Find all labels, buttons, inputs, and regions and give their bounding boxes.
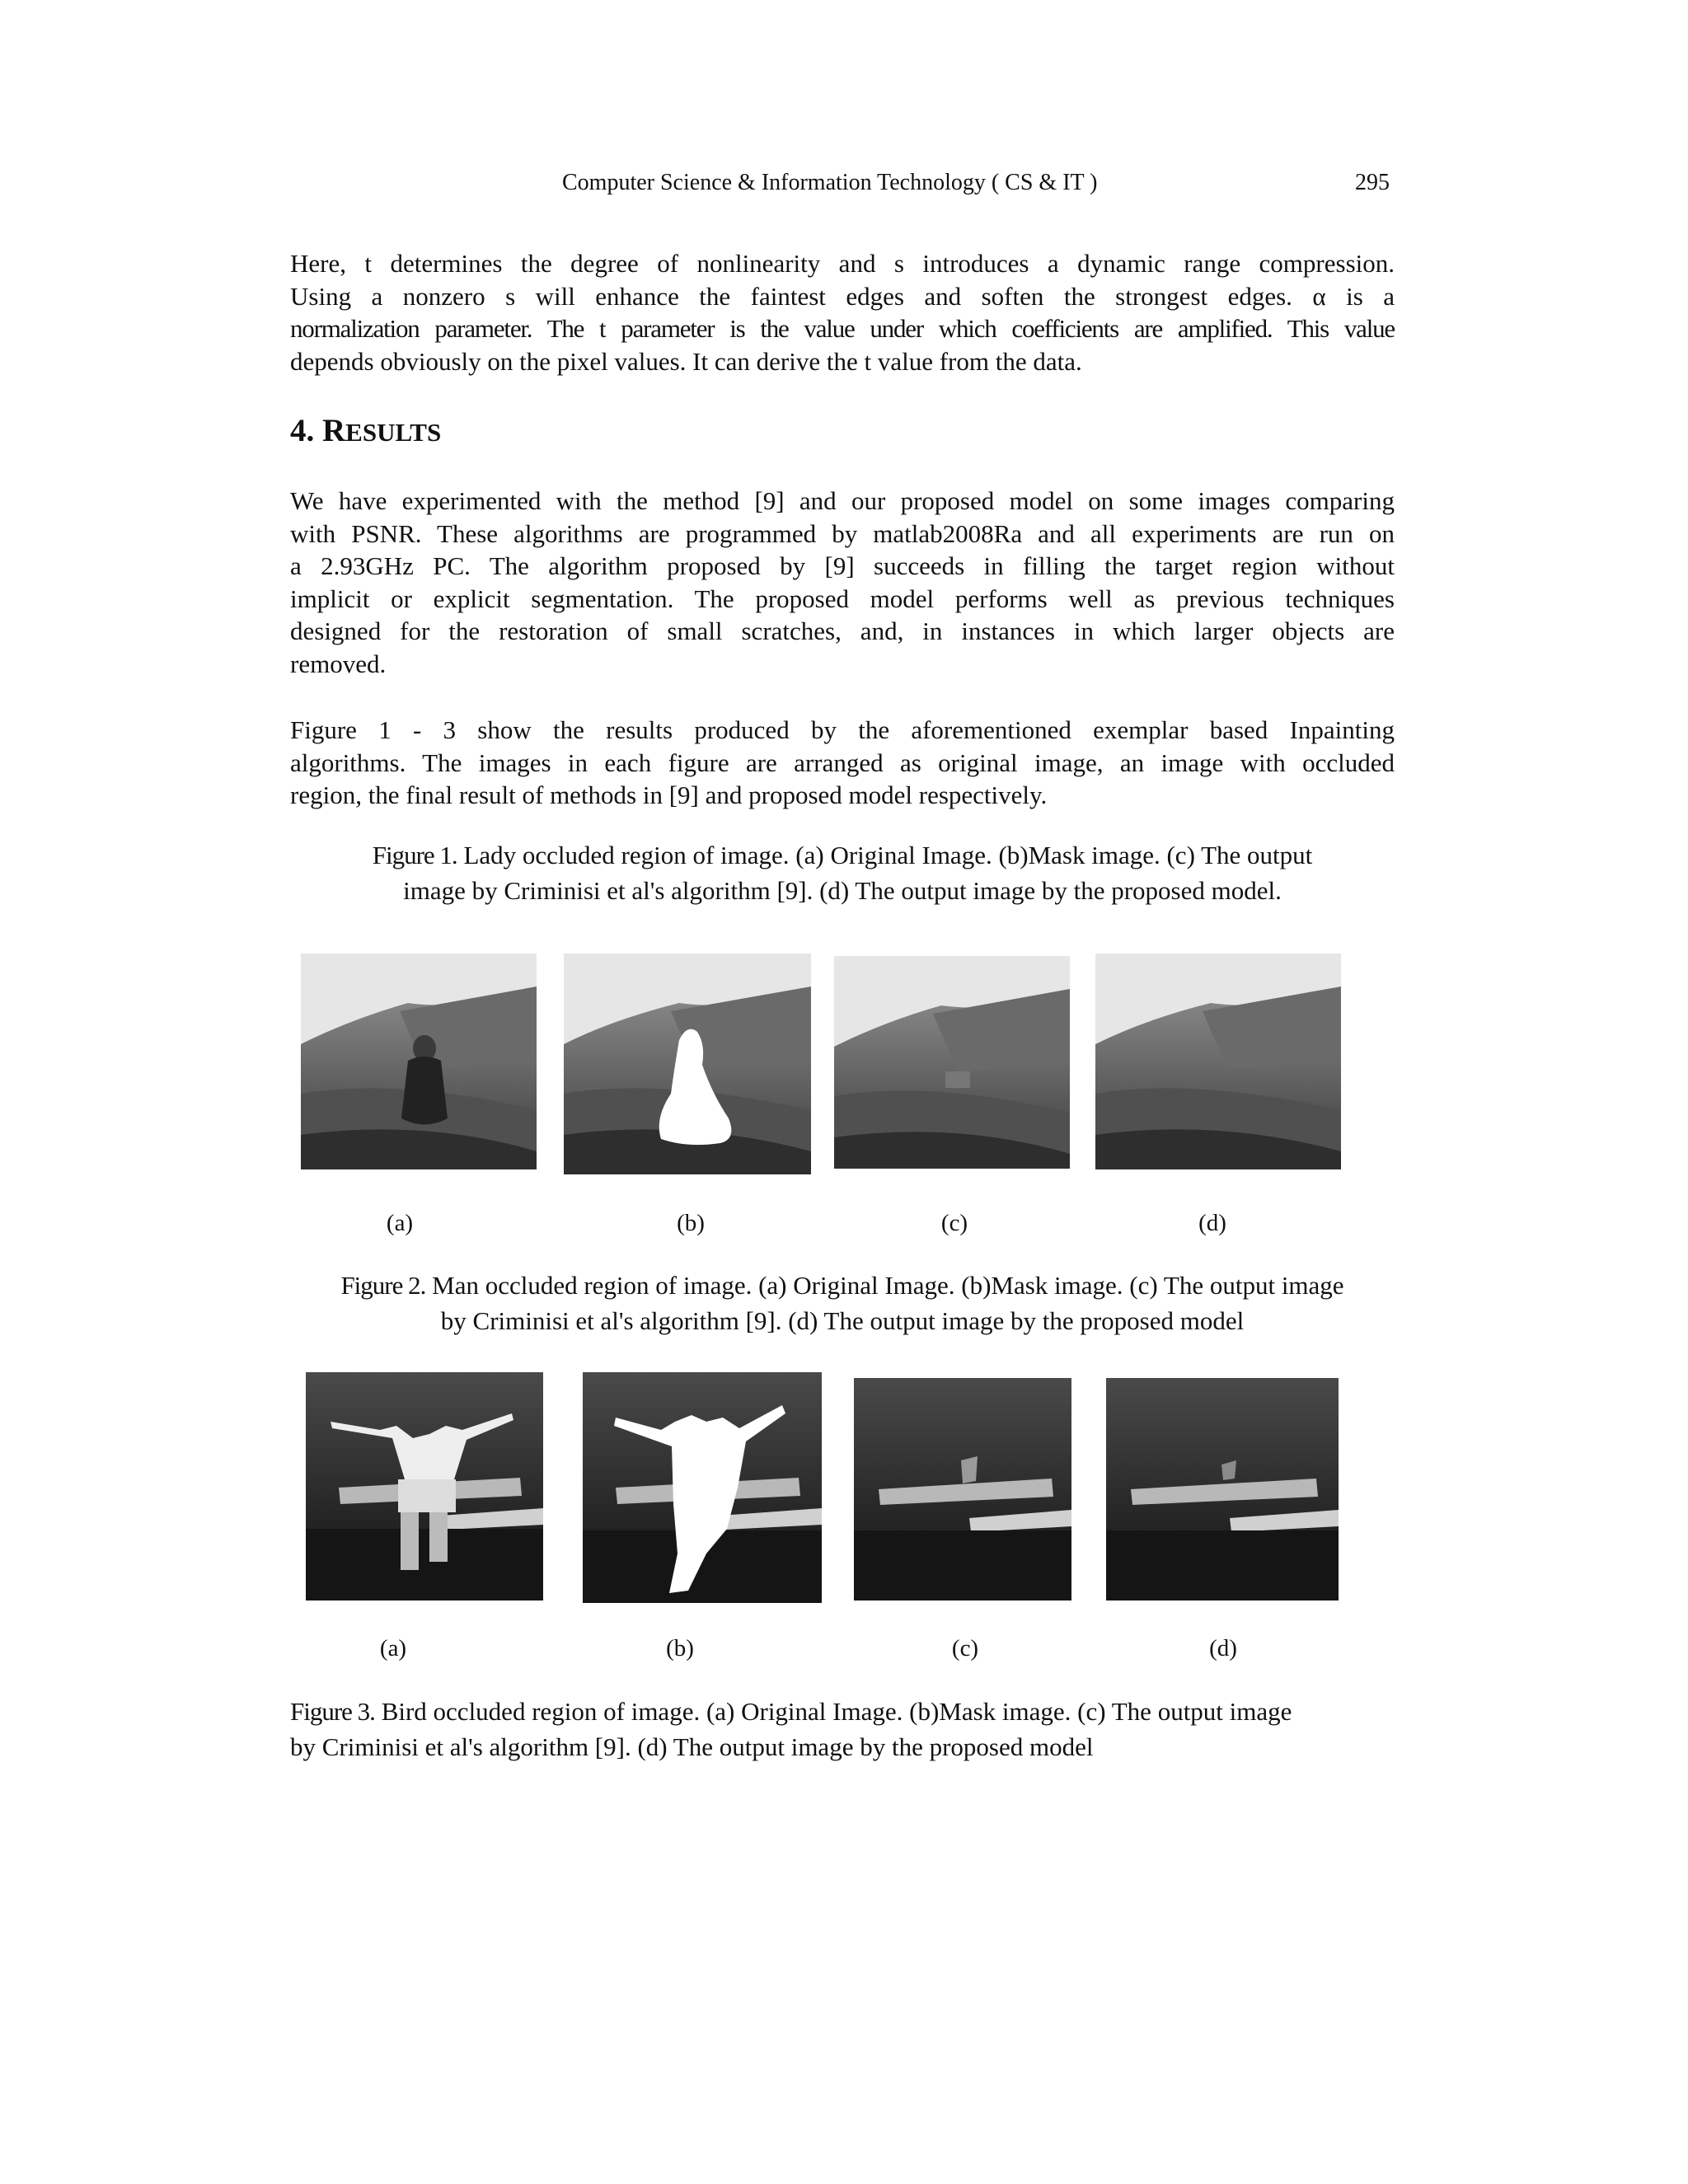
figure1-label-d: (d): [1198, 1210, 1226, 1236]
figure2-caption-line1: Man occluded region of image. (a) Original Image. (b)Mask image. (c) The output image: [425, 1271, 1344, 1300]
intro-line-3: normalization parameter. The t parameter is the value under which coefficients are amplified. This value: [290, 314, 1395, 343]
figure1-label-a: (a): [386, 1210, 414, 1236]
page-number: 295: [1355, 170, 1390, 195]
figure2-label-d: (d): [1209, 1635, 1237, 1661]
figure2-caption: [290, 1268, 1395, 1338]
figure2-caption-lead: Figure 2.: [340, 1271, 426, 1300]
figure2-label-c: (c): [951, 1635, 979, 1661]
figure1-caption-line1: Lady occluded region of image. (a) Original Image. (b)Mask image. (c) The output: [457, 841, 1313, 869]
results2-line-3: region, the final result of methods in [9] and proposed model respectively.: [290, 780, 1048, 809]
figure1-label-b: (b): [677, 1210, 705, 1236]
figure1-image-b-mask: [564, 954, 811, 1174]
journal-title: Computer Science & Information Technology ( CS & IT ): [562, 170, 1098, 195]
figure3-caption-lead: Figure 3.: [290, 1697, 375, 1726]
page-header: [0, 170, 1688, 206]
results-paragraph-2: [290, 714, 1395, 812]
figure1-caption: [290, 837, 1395, 908]
section-title-smallcaps: ESULTS: [345, 418, 442, 447]
intro-line-2: Using a nonzero s will enhance the faintest edges and soften the strongest edges. α is a: [290, 281, 1395, 311]
figure1-label-c: (c): [940, 1210, 968, 1236]
figure1-caption-line2: image by Criminisi et al's algorithm [9]. (d) The output image by the proposed model.: [403, 876, 1282, 905]
intro-line-4: depends obviously on the pixel values. It can derive the t value from the data.: [290, 346, 1082, 376]
figure2-label-a: (a): [379, 1635, 407, 1661]
figure2-image-d-proposed: [1106, 1378, 1339, 1601]
figure1-caption-lead: Figure 1.: [372, 841, 457, 869]
figure1-image-c-criminisi: [834, 956, 1070, 1169]
results2-line-2: algorithms. The images in each figure are arranged as original image, an image with occluded: [290, 748, 1395, 777]
results1-line-1: We have experimented with the method [9] and our proposed model on some images comparing: [290, 486, 1395, 515]
section-heading-results: [290, 412, 441, 449]
results1-line-4: implicit or explicit segmentation. The proposed model performs well as previous techniques: [290, 583, 1395, 613]
results2-line-1: Figure 1 - 3 show the results produced by the aforementioned exemplar based Inpainting: [290, 715, 1395, 744]
figure1-image-d-proposed: [1095, 954, 1341, 1169]
figure2-caption-line2: by Criminisi et al's algorithm [9]. (d) The output image by the proposed model: [440, 1306, 1245, 1335]
results-paragraph-1: [290, 485, 1395, 680]
figure2-image-b-mask: [583, 1372, 822, 1603]
results1-line-5: designed for the restoration of small scratches, and, in instances in which larger objects are: [290, 616, 1395, 645]
figure3-caption: [290, 1694, 1395, 1765]
results1-line-3: a 2.93GHz PC. The algorithm proposed by [9] succeeds in filling the target region without: [290, 551, 1395, 580]
intro-paragraph: [290, 247, 1395, 377]
figure3-caption-line1: Bird occluded region of image. (a) Original Image. (b)Mask image. (c) The output image: [374, 1697, 1292, 1726]
figure1-image-a-original: [301, 954, 537, 1169]
figure2-image-a-original: [306, 1372, 543, 1601]
figure2-image-c-criminisi: [854, 1378, 1071, 1601]
results1-line-2: with PSNR. These algorithms are programmed by matlab2008Ra and all experiments are run on: [290, 518, 1395, 548]
figure3-caption-line2: by Criminisi et al's algorithm [9]. (d) The output image by the proposed model: [290, 1732, 1094, 1761]
results1-line-6: removed.: [290, 649, 387, 678]
section-number: 4. R: [290, 413, 346, 448]
intro-line-1: Here, t determines the degree of nonlinearity and s introduces a dynamic range compression.: [290, 249, 1395, 278]
figure2-label-b: (b): [666, 1635, 694, 1661]
